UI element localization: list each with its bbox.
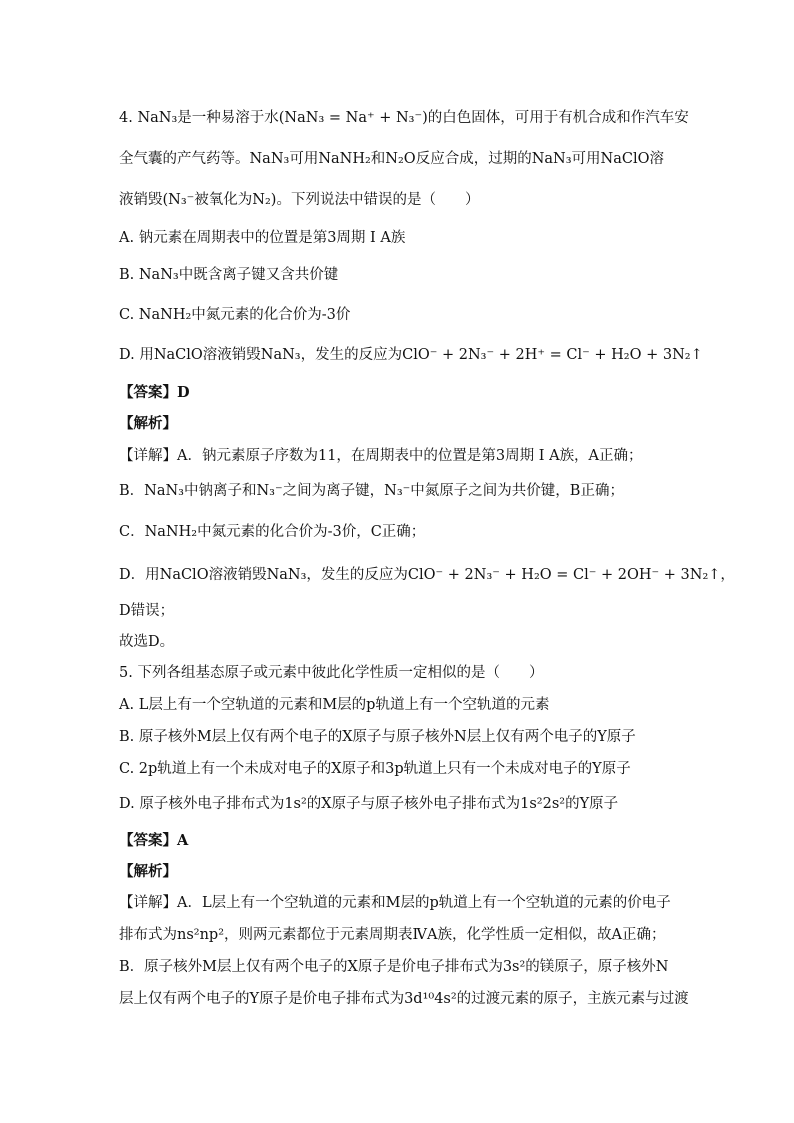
q5-analysis-heading: 【解析】	[119, 863, 177, 880]
q4-detail-line-4: D．用NaClO溶液销毁NaN₃，发生的反应为ClO⁻ + 2N₃⁻ + H₂O = Cl⁻ + 2OH⁻ + 3N₂↑，	[119, 567, 735, 583]
q4-detail-line-1: 【详解】A．钠元素原子序数为11，在周期表中的位置是第3周期 I A族，A正确；	[119, 448, 643, 464]
q4-detail-line-3: C．NaNH₂中氮元素的化合价为-3价，C正确；	[119, 524, 426, 540]
q4-detail-line-5: D错误；	[119, 603, 175, 619]
q4-answer: 【答案】D	[119, 384, 190, 401]
q5-detail-line-4: 层上仅有两个电子的Y原子是价电子排布式为3d¹⁰4s²的过渡元素的原子，主族元素与过渡	[119, 991, 689, 1007]
q5-option-c: C. 2p轨道上有一个未成对电子的X原子和3p轨道上只有一个未成对电子的Y原子	[119, 761, 631, 777]
q5-detail-line-2: 排布式为ns²np²，则两元素都位于元素周期表ⅣA族，化学性质一定相似，故A正确；	[119, 927, 666, 943]
q5-option-b: B. 原子核外M层上仅有两个电子的X原子与原子核外N层上仅有两个电子的Y原子	[119, 729, 636, 745]
q5-stem: 5. 下列各组基态原子或元素中彼此化学性质一定相似的是（ ）	[119, 665, 544, 681]
q4-option-a: A. 钠元素在周期表中的位置是第3周期 I A族	[119, 230, 406, 246]
q5-detail-line-1: 【详解】A．L层上有一个空轨道的元素和M层的p轨道上有一个空轨道的元素的价电子	[119, 895, 671, 911]
q4-option-c: C. NaNH₂中氮元素的化合价为-3价	[119, 307, 351, 323]
q5-option-d: D. 原子核外电子排布式为1s²的X原子与原子核外电子排布式为1s²2s²的Y原子	[119, 796, 619, 812]
q4-option-b: B. NaN₃中既含离子键又含共价键	[119, 267, 339, 283]
q5-option-a: A. L层上有一个空轨道的元素和M层的p轨道上有一个空轨道的元素	[119, 697, 550, 713]
q4-stem-line-2: 全气囊的产气药等。NaN₃可用NaNH₂和N₂O反应合成，过期的NaN₃可用NaClO溶	[119, 151, 664, 167]
q5-detail-line-3: B．原子核外M层上仅有两个电子的X原子是价电子排布式为3s²的镁原子，原子核外N	[119, 959, 669, 975]
q4-stem-line-3: 液销毁(N₃⁻被氧化为N₂)。下列说法中错误的是（ ）	[119, 192, 480, 208]
q5-answer: 【答案】A	[119, 832, 189, 849]
q4-detail-line-2: B．NaN₃中钠离子和N₃⁻之间为离子键，N₃⁻中氮原子之间为共价键，B正确；	[119, 483, 624, 499]
q4-conclusion: 故选D。	[119, 634, 175, 650]
q4-stem-line-1: 4. NaN₃是一种易溶于水(NaN₃ = Na⁺ + N₃⁻)的白色固体，可用于有机合成和作汽车安	[119, 110, 689, 126]
q4-analysis-heading: 【解析】	[119, 415, 177, 432]
q4-option-d: D. 用NaClO溶液销毁NaN₃，发生的反应为ClO⁻ + 2N₃⁻ + 2H⁺ = Cl⁻ + H₂O + 3N₂↑	[119, 347, 703, 363]
